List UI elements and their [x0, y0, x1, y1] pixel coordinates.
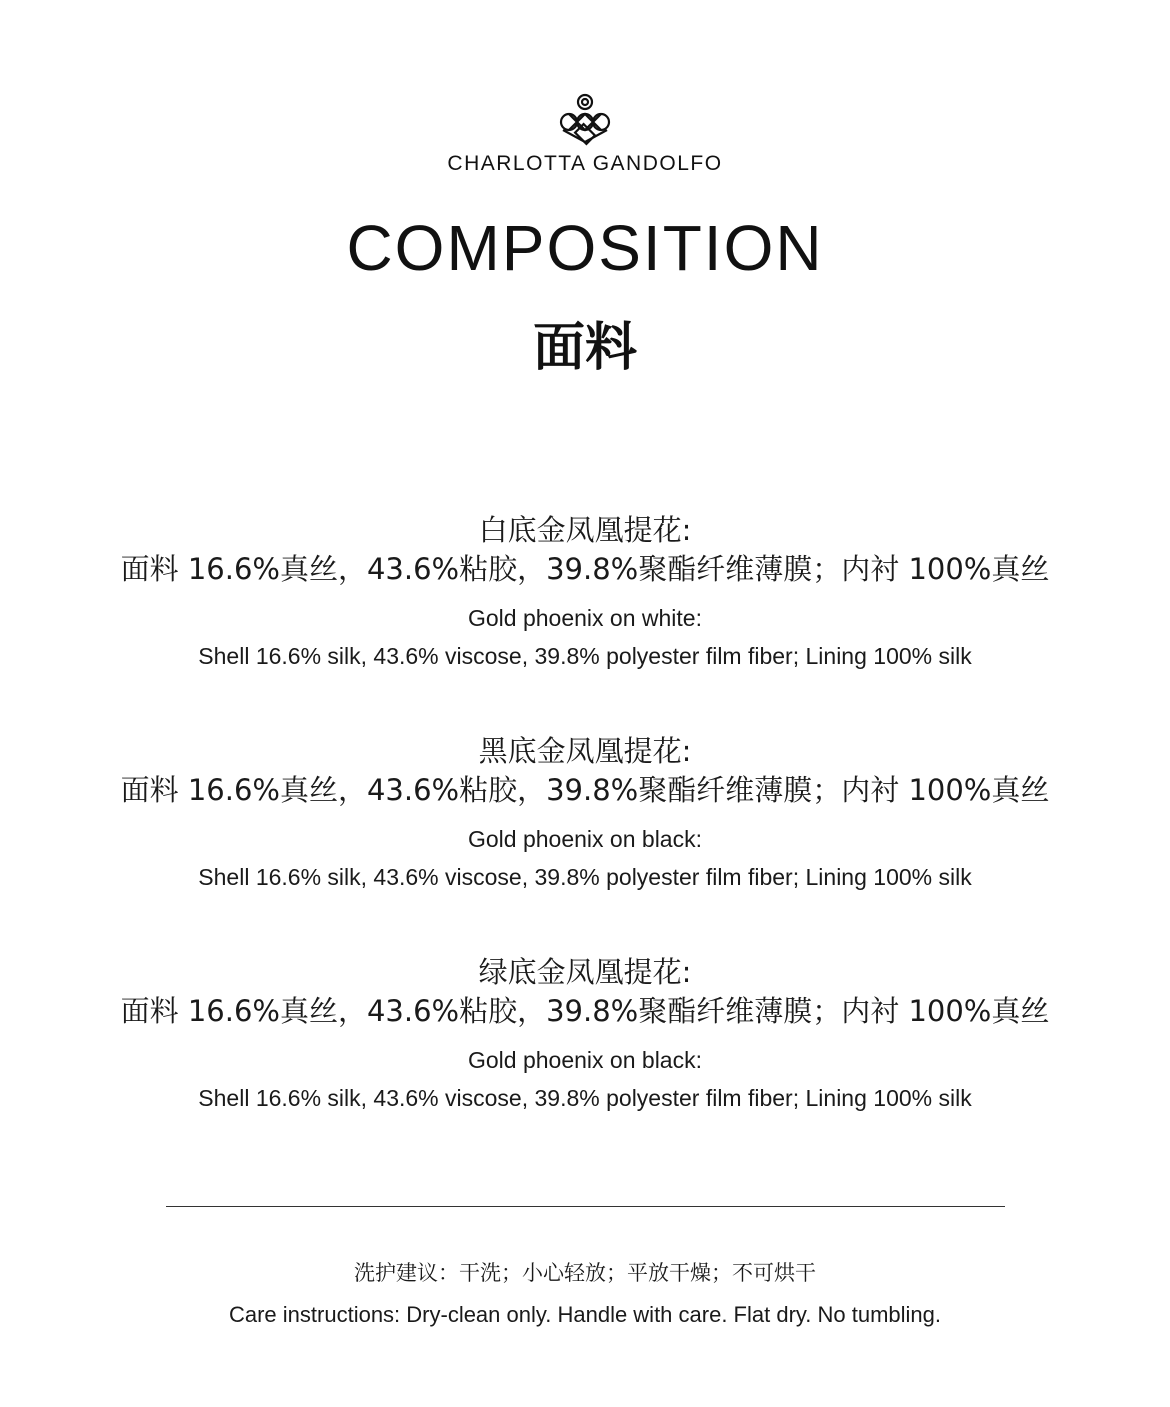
care-instructions-en: Care instructions: Dry-clean only. Handle with care. Flat dry. No tumbling.: [228, 1302, 941, 1327]
variant-section: [0, 511, 1170, 671]
variant-cn-name: 绿底金凤凰提花:: [478, 955, 692, 989]
variant-cn-composition: 面料 16.6%真丝，43.6%粘胶，39.8%聚酯纤维薄膜；内衬 100%真丝: [120, 552, 1050, 586]
variant-en-composition: Shell 16.6% silk, 43.6% viscose, 39.8% polyester film fiber; Lining 100% silk: [198, 643, 972, 669]
knot-logo-icon: [555, 92, 615, 148]
page-title: COMPOSITION: [346, 212, 824, 284]
variant-cn-name: 白底金凤凰提花:: [478, 513, 692, 547]
variant-en-name: Gold phoenix on white:: [468, 605, 702, 631]
variant-section: [0, 732, 1170, 892]
variant-en-composition: Shell 16.6% silk, 43.6% viscose, 39.8% polyester film fiber; Lining 100% silk: [198, 864, 972, 890]
brand-logo: [0, 92, 1170, 148]
variant-section: [0, 953, 1170, 1113]
variant-en-composition: Shell 16.6% silk, 43.6% viscose, 39.8% polyester film fiber; Lining 100% silk: [198, 1085, 972, 1111]
variant-cn-composition: 面料 16.6%真丝，43.6%粘胶，39.8%聚酯纤维薄膜；内衬 100%真丝: [120, 773, 1050, 807]
variant-en-name: Gold phoenix on black:: [468, 826, 702, 852]
variant-cn-name: 黑底金凤凰提花:: [478, 734, 692, 768]
divider: [166, 1206, 1005, 1207]
page-title-cn: 面料: [532, 318, 637, 378]
variant-cn-composition: 面料 16.6%真丝，43.6%粘胶，39.8%聚酯纤维薄膜；内衬 100%真丝: [120, 994, 1050, 1028]
variant-en-name: Gold phoenix on black:: [468, 1047, 702, 1073]
brand-name: CHARLOTTA GANDOLFO: [447, 152, 723, 175]
care-instructions-cn: 洗护建议：干洗；小心轻放；平放干燥；不可烘干: [354, 1261, 816, 1285]
